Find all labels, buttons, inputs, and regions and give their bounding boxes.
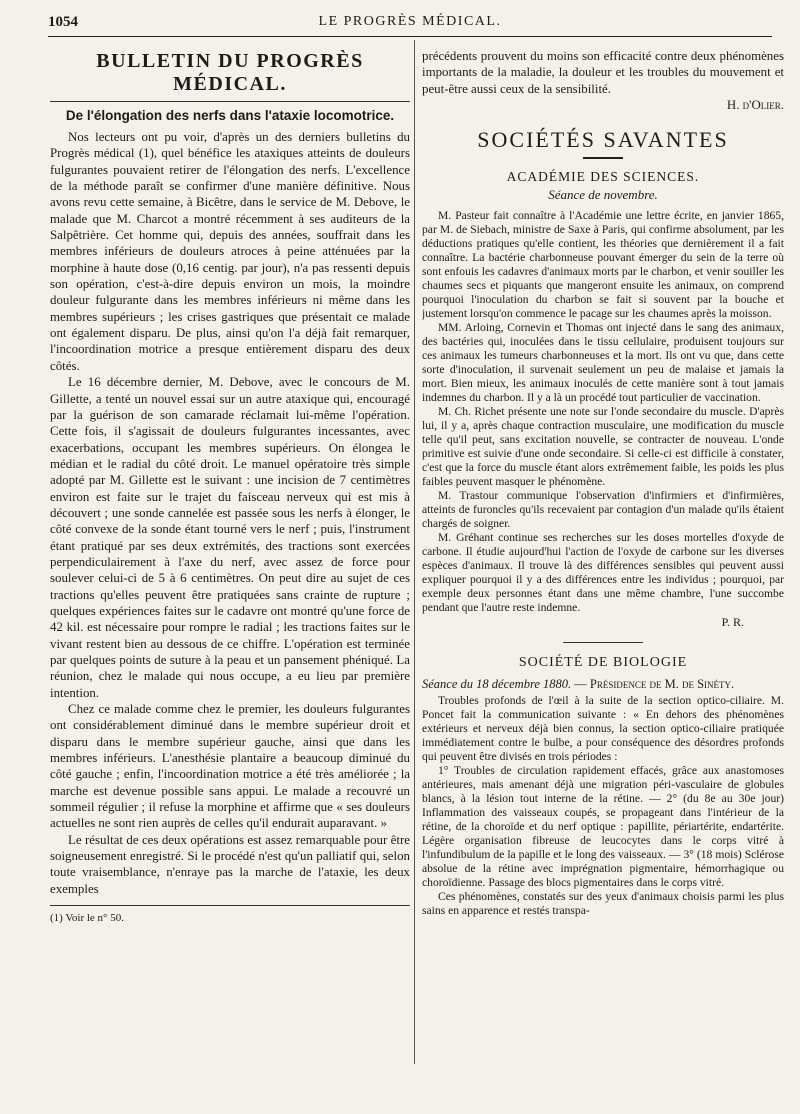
biologie-presidence: — Présidence de M. de Sinéty.	[574, 677, 735, 692]
academie-paragraph: M. Gréhant continue ses recherches sur les doses mortelles d'oxyde de carbone. Il étudie aujourd'hui l'action de l'oxyde de carbone sur les diverses espèces d'animaux. Il trouve là des différences sensibles qui peuvent aussi expliquer pourquoi il y a des différences entre les individus ; pourquoi, par exemple deux personnes étant dans une même chambre, l'une succombe pendant que l'autre reste indemne.	[422, 531, 784, 615]
left-column	[50, 50, 410, 1060]
article-paragraph: Le résultat de ces deux opérations est assez remarquable pour être soigneusement enregistré. Si le procédé n'est qu'un palliatif qui, selon toute vraisemblance, n'enraye pas la marche de l'ataxie, les deux exemples	[50, 832, 410, 896]
section-title: SOCIÉTÉS SAVANTES	[477, 127, 729, 153]
footnote: (1) Voir le n° 50.	[50, 912, 124, 925]
academie-paragraph: M. Ch. Richet présente une note sur l'onde secondaire du muscle. D'après lui, il y a, après chaque contraction musculaire, une modification du muscle telle qu'il peut, sans excitation nouvelle, se contracter de nouveau. L'onde primitive est suivie d'une onde secondaire. Si celle-ci est difficile à constater, c'est que la force du muscle étant alors extrêmement faible, les poids les plus faibles peuvent masquer le phénomène.	[422, 405, 784, 489]
article-paragraph: Chez ce malade comme chez le premier, les douleurs fulgurantes ont considérablement diminué dans le membre supérieur droit et disparu dans le membre supérieur gauche, ainsi que dans les membres inférieurs. L'anesthésie plantaire a beaucoup diminué du côté gauche ; enfin, l'incoordination motrice a été très améliorée ; la marche est devenue possible sans appui. Le malade a recouvré un sommeil régulier ; il refuse la morphine et affirme que « ses douleurs actuelles ne sont rien auprès de celles qu'il endurait auparavant. »	[50, 702, 410, 831]
academie-paragraph: M. Pasteur fait connaître à l'Académie une lettre écrite, en janvier 1865, par M. de Siebach, ministre de Saxe à Paris, qui confirme absolument, par les déductions pratiques qu'elle contient, les théories que dernièrement il a fait connaître. La bactérie charbonneuse pouvant émerger du sein de la terre où sont enfouis les cadavres d'animaux morts par le charbon, et venir souiller les chaumes secs et piquants que mangeront ensuite les animaux, on comprend pourquoi l'inoculation du charbon se fait si souvent par la bouche et justement lorsqu'on commence le pacage sur les chaumes après la moisson.	[422, 209, 784, 321]
running-head: LE PROGRÈS MÉDICAL.	[318, 14, 502, 29]
biologie-title: SOCIÉTÉ DE BIOLOGIE	[518, 655, 688, 671]
biologie-paragraph: Troubles profonds de l'œil à la suite de la section optico-ciliaire. M. Poncet fait la communication suivante : « En dehors des phénomènes extérieurs et nerveux déjà bien connus, la section optico-ciliaire pratiquée immédiatement contre le bulbe, a pour conséquence des désordres profonds qui peuvent être divisés en trois périodes :	[422, 694, 784, 764]
article-title: De l'élongation des nerfs dans l'ataxie locomotrice.	[65, 108, 395, 123]
right-column	[422, 48, 784, 1110]
academie-title: ACADÉMIE DES SCIENCES.	[506, 169, 700, 185]
biologie-seance-date: Séance du 18 décembre 1880.	[422, 677, 572, 692]
page-number: 1054	[48, 14, 78, 30]
academie-signature: P. R.	[721, 615, 744, 630]
academie-paragraph: M. Trastour communique l'observation d'infirmiers et d'infirmières, atteints de furoncles qu'ils recevaient par contagion d'un malade qu'ils étaient chargés de soigner.	[422, 489, 784, 531]
academie-seance: Séance de novembre.	[548, 187, 658, 203]
continuation-text: précédents prouvent du moins son efficacité contre deux phénomènes importants de la maladie, la douleur et les troubles du mouvement et peut-être aussi ceux de la sensibilité.	[422, 49, 784, 96]
continuation-signature: H. d'Olier.	[726, 98, 784, 113]
article-paragraph: Nos lecteurs ont pu voir, d'après un des derniers bulletins du Progrès médical (1), quel bénéfice les ataxiques atteints de douleurs fulgurantes pouvaient retirer de l'élongation des nerfs. L'excellence de la méthode paraît se confirmer d'une manière définitive. Nous avons revu cette semaine, à Bicêtre, dans le service de M. Debove, le malade que M. Charcot a montré récemment à ses auditeurs de la Salpêtrière. Cet homme qui, depuis des années, souffrait dans les membres inférieurs de douleurs atroces à peine atténuées par la morphine à haute dose (0,16 centig. par jour), n'a pas ressenti depuis son opération, c'est-à-dire depuis environ un mois, la moindre douleur fulgurante dans les membres inférieurs ni même dans les membres supérieurs ; les crises gastriques que présentait ce malade ont également disparu. De plus, ainsi qu'on l'a déjà fait remarquer, l'incoordination motrice a presque entièrement disparu des deux côtés.	[50, 130, 410, 373]
biologie-paragraph: Ces phénomènes, constatés sur des yeux d'animaux choisis parmi les plus sains en apparence et restés transpa-	[422, 890, 784, 918]
page-header	[48, 8, 772, 37]
footnote-rule	[50, 905, 410, 906]
section-separator	[563, 642, 643, 643]
article-paragraph: Le 16 décembre dernier, M. Debove, avec le concours de M. Gillette, a tenté un nouvel essai sur un autre ataxique qui, encouragé par la guérison de son camarade réclamait lui-même l'opération. Cette fois, il s'agissait de douleurs fulgurantes incessantes, avec exacerbations, occupant les membres supérieurs. On élongea le médian et le radial du côté droit. Le manuel opératoire très simple adopté par M. Gillette est le suivant : une incision de 7 centimètres environ est faite sur le trajet du faisceau nerveux qui est mis à découvert ; une sonde cannelée est passée sous les nerfs à élonger, le côté convexe de la sonde étant tourné vers le nerf ; puis, l'instrument étant pratiqué par ses deux extrémités, des tractions sont exercées perpendiculairement à l'axe du nerf, avec assez de force pour soulever celui-ci de 5 à 6 centimètres. On peut dire au sujet de ces tractions qu'elles peuvent être pratiquées sans crainte de rupture ; quelques expériences faites sur le cadavre ont montré qu'une force de 42 kil. est nécessaire pour rompre le radial ; les tractions faites sur le vivant restent bien au dessous de ce chiffre. L'opération est terminée par quelques points de suture à la peau et un pansement phéniqué. La réunion, chez le malade qui nous occupe, a eu lieu par première intention.	[50, 375, 410, 700]
bulletin-title: BULLETIN DU PROGRÈS MÉDICAL.	[50, 50, 410, 102]
continuation-paragraph	[422, 48, 784, 113]
academie-paragraph: MM. Arloing, Cornevin et Thomas ont injecté dans le sang des animaux, des bactéries qui, inoculées dans le tissu cellulaire, produisent toujours sur ces animaux les tumeurs charbonneuses et la mort. Ils ont vu que, dans cette sorte d'inoculation, il survenait seulement un peu de malaise et jamais la mort. Bien mieux, les animaux inoculés de cette manière sont à tout jamais indemnes du charbon. Il y a là un procédé tout particulier de vaccination.	[422, 321, 784, 405]
biologie-paragraph: 1° Troubles de circulation rapidement effacés, grâce aux anastomoses antérieures, mais amenant déjà une migration péri-vasculaire de globules blancs, à la lésion tout interne de la rétine. — 2° (du 8e au 30e jour) Inflammation des vaisseaux coupés, se propageant dans l'intérieur de la rétine, de la choroïde et du nerf optique : papillite, périartérite, endartérite. Légère organisation fibreuse de leucocytes dans le corps vitré à l'infundibulum de la papille et le long des vaisseaux. — 3° (18 mois) Sclérose absolue de la rétine avec imprégnation pigmentaire, hémorrhagique ou choroïdienne. Passage des blocs pigmentaires dans le corps vitré.	[422, 764, 784, 890]
section-rule	[583, 157, 623, 159]
column-divider	[414, 40, 415, 1064]
biologie-seance	[422, 677, 784, 692]
